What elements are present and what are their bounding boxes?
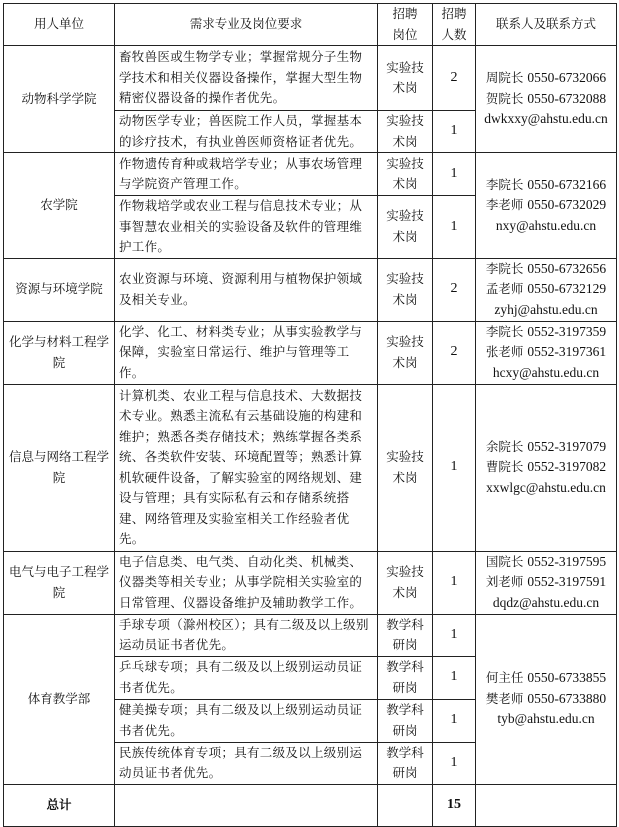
contact-person <box>480 457 612 478</box>
count-cell: 2 <box>433 46 476 111</box>
requirement-cell: 手球专项（滁州校区）；具有二级及以上级别运动员证书者优先。 <box>115 614 378 656</box>
contact-cell <box>476 153 617 259</box>
contact-person <box>480 175 612 196</box>
requirement-cell: 畜牧兽医或生物学专业；掌握常规分子生物学技术和相关仪器设备操作，掌握大型生物精密仪器设备的操作者优先。 <box>115 46 378 111</box>
post-cell: 教学科研岗 <box>378 742 433 784</box>
contact-person <box>480 89 612 110</box>
contact-cell <box>476 551 617 614</box>
unit-cell: 动物科学学院 <box>4 46 115 153</box>
count-cell: 1 <box>433 656 476 699</box>
unit-cell: 资源与环境学院 <box>4 258 115 321</box>
count-cell: 1 <box>433 699 476 742</box>
requirement-cell: 作物栽培学或农业工程与信息技术专业；从事智慧农业相关的实验设备及软件的管理维护工作。 <box>115 196 378 259</box>
contact-phone: 0550-6732029 <box>527 197 607 212</box>
contact-email: tyb@ahstu.edu.cn <box>497 711 595 727</box>
contact-person <box>480 68 612 89</box>
contact-cell <box>476 384 617 551</box>
table-row <box>4 321 617 384</box>
contact-name: 张老师 <box>485 344 524 360</box>
table-row <box>4 614 617 656</box>
contact-cell <box>476 614 617 784</box>
total-row <box>4 784 617 826</box>
contact-cell <box>476 258 617 321</box>
post-cell: 教学科研岗 <box>378 656 433 699</box>
contact-name: 余院长 <box>485 438 524 454</box>
header-requirements: 需求专业及岗位要求 <box>115 4 378 46</box>
contact-phone: 0552-3197361 <box>527 344 607 360</box>
contact-name: 何主任 <box>485 670 524 686</box>
contact-name: 曹院长 <box>485 459 524 475</box>
contact-person <box>480 195 612 216</box>
unit-cell: 电气与电子工程学院 <box>4 551 115 614</box>
unit-cell: 化学与材料工程学院 <box>4 321 115 384</box>
contact-phone: 0550-6732656 <box>527 260 607 276</box>
count-cell: 1 <box>433 614 476 656</box>
contact-person <box>480 259 612 280</box>
requirement-cell: 作物遗传育种或栽培学专业；从事农场管理与学院资产管理工作。 <box>115 153 378 196</box>
header-row <box>4 4 617 46</box>
table-row <box>4 384 617 551</box>
unit-cell: 体育教学部 <box>4 614 115 784</box>
total-empty <box>378 784 433 826</box>
contact-person <box>480 279 612 300</box>
count-cell: 1 <box>433 742 476 784</box>
post-cell: 实验技术岗 <box>378 551 433 614</box>
total-empty <box>115 784 378 826</box>
count-cell: 1 <box>433 111 476 153</box>
requirement-cell: 民族传统体育专项；具有二级及以上级别运动员证书者优先。 <box>115 742 378 784</box>
contact-name: 周院长 <box>485 70 524 86</box>
post-cell: 实验技术岗 <box>378 153 433 196</box>
table-row <box>4 258 617 321</box>
contact-phone: 0552-3197359 <box>527 323 607 339</box>
contact-email: dqdz@ahstu.edu.cn <box>492 594 600 610</box>
post-cell: 教学科研岗 <box>378 699 433 742</box>
contact-person <box>480 322 612 343</box>
contact-phone: 0552-3197079 <box>527 438 607 454</box>
contact-name: 李院长 <box>485 260 524 276</box>
table-row <box>4 153 617 196</box>
total-empty <box>476 784 617 826</box>
table-row <box>4 46 617 111</box>
count-cell: 2 <box>433 258 476 321</box>
post-cell: 实验技术岗 <box>378 111 433 153</box>
contact-name: 李院长 <box>485 323 524 339</box>
count-cell: 1 <box>433 153 476 196</box>
contact-phone: 0552-3197082 <box>527 459 607 475</box>
contact-person <box>480 437 612 458</box>
post-cell: 实验技术岗 <box>378 321 433 384</box>
header-unit: 用人单位 <box>4 4 115 46</box>
post-cell: 实验技术岗 <box>378 46 433 111</box>
contact-email: zyhj@ahstu.edu.cn <box>494 301 598 317</box>
contact-email: dwkxxy@ahstu.edu.cn <box>484 111 608 127</box>
contact-cell <box>476 321 617 384</box>
count-cell: 1 <box>433 551 476 614</box>
contact-person <box>480 668 612 689</box>
contact-phone: 0550-6732088 <box>527 90 607 106</box>
count-cell: 2 <box>433 321 476 384</box>
contact-phone: 0550-6732066 <box>527 70 607 86</box>
count-cell: 1 <box>433 196 476 259</box>
contact-name: 刘老师 <box>485 574 524 590</box>
unit-cell: 信息与网络工程学院 <box>4 384 115 551</box>
contact-phone: 0550-6732129 <box>527 281 607 297</box>
contact-cell <box>476 46 617 153</box>
total-label: 总计 <box>4 784 115 826</box>
unit-cell: 农学院 <box>4 153 115 259</box>
post-cell: 实验技术岗 <box>378 384 433 551</box>
requirement-cell: 农业资源与环境、资源利用与植物保护领域及相关专业。 <box>115 258 378 321</box>
contact-name: 贺院长 <box>485 90 524 106</box>
post-cell: 实验技术岗 <box>378 258 433 321</box>
contact-phone: 0550-6733855 <box>527 670 607 686</box>
contact-email: xxwlgc@ahstu.edu.cn <box>486 479 606 495</box>
recruitment-table <box>3 3 617 827</box>
contact-person <box>480 552 612 573</box>
contact-person <box>480 572 612 593</box>
requirement-cell: 电子信息类、电气类、自动化类、机械类、仪器类等相关专业；从事学院相关实验室的日常管理、仪器设备维护及辅助教学工作。 <box>115 551 378 614</box>
requirement-cell: 动物医学专业；兽医院工作人员，掌握基本的诊疗技术，有执业兽医师资格证者优先。 <box>115 111 378 153</box>
contact-name: 樊老师 <box>485 690 524 706</box>
contact-phone: 0552-3197591 <box>527 574 607 590</box>
header-post: 招聘 岗位 <box>378 4 433 46</box>
contact-phone: 0552-3197595 <box>527 553 607 569</box>
contact-phone: 0550-6733880 <box>527 690 607 706</box>
post-cell: 实验技术岗 <box>378 196 433 259</box>
contact-name: 李院长 <box>485 176 524 192</box>
contact-name: 李老师 <box>485 197 524 212</box>
table-row <box>4 551 617 614</box>
count-cell: 1 <box>433 384 476 551</box>
requirement-cell: 化学、化工、材料类专业；从事实验教学与保障，实验室日常运行、维护与管理等工作。 <box>115 321 378 384</box>
post-cell: 教学科研岗 <box>378 614 433 656</box>
header-contact: 联系人及联系方式 <box>476 4 617 46</box>
contact-person <box>480 689 612 710</box>
contact-email: hcxy@ahstu.edu.cn <box>492 364 600 380</box>
contact-person <box>480 342 612 363</box>
contact-name: 国院长 <box>485 553 524 569</box>
contact-email: nxy@ahstu.edu.cn <box>495 217 597 233</box>
contact-phone: 0550-6732166 <box>527 176 607 192</box>
requirement-cell: 计算机类、农业工程与信息技术、大数据技术专业。熟悉主流私有云基础设施的构建和维护；熟悉各类存储技术；熟练掌握各类系统、各类软件安装、环境配置等；熟悉计算机软硬件设备，了解实验室的网络规划、建设与管理；具有实际私有云和存储系统搭建、网络管理及实验室相关工作经验者优先。 <box>115 384 378 551</box>
requirement-cell: 乒乓球专项；具有二级及以上级别运动员证书者优先。 <box>115 656 378 699</box>
requirement-cell: 健美操专项；具有二级及以上级别运动员证书者优先。 <box>115 699 378 742</box>
header-count: 招聘 人数 <box>433 4 476 46</box>
total-count: 15 <box>433 784 476 826</box>
contact-name: 孟老师 <box>485 281 524 297</box>
